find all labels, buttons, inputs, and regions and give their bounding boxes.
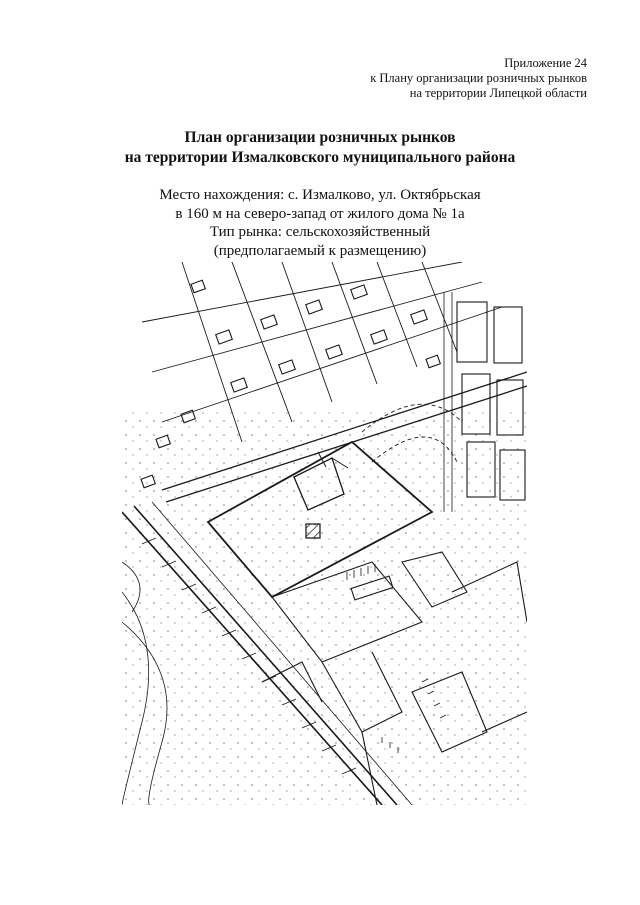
appendix-number: Приложение 24 <box>504 56 587 70</box>
document-title <box>0 128 640 168</box>
appendix-region: на территории Липецкой области <box>409 86 587 100</box>
distance-line: в 160 м на северо-запад от жилого дома № 1а <box>175 205 465 222</box>
site-plan-drawing <box>122 262 527 805</box>
market-type-line: Тип рынка: сельскохозяйственный <box>209 224 431 240</box>
site-plan-map <box>122 262 527 805</box>
title-line-1: План организации розничных рынков <box>184 129 456 146</box>
appendix-plan-reference: к Плану организации розничных рынков <box>370 71 587 85</box>
location-line: Место нахождения: с. Измалково, ул. Октябрьская <box>159 187 481 203</box>
appendix-reference <box>370 56 587 101</box>
title-line-2: на территории Измалковского муниципального района <box>124 149 516 166</box>
market-details <box>0 186 640 260</box>
placement-note-line: (предполагаемый к размещению) <box>213 242 427 259</box>
